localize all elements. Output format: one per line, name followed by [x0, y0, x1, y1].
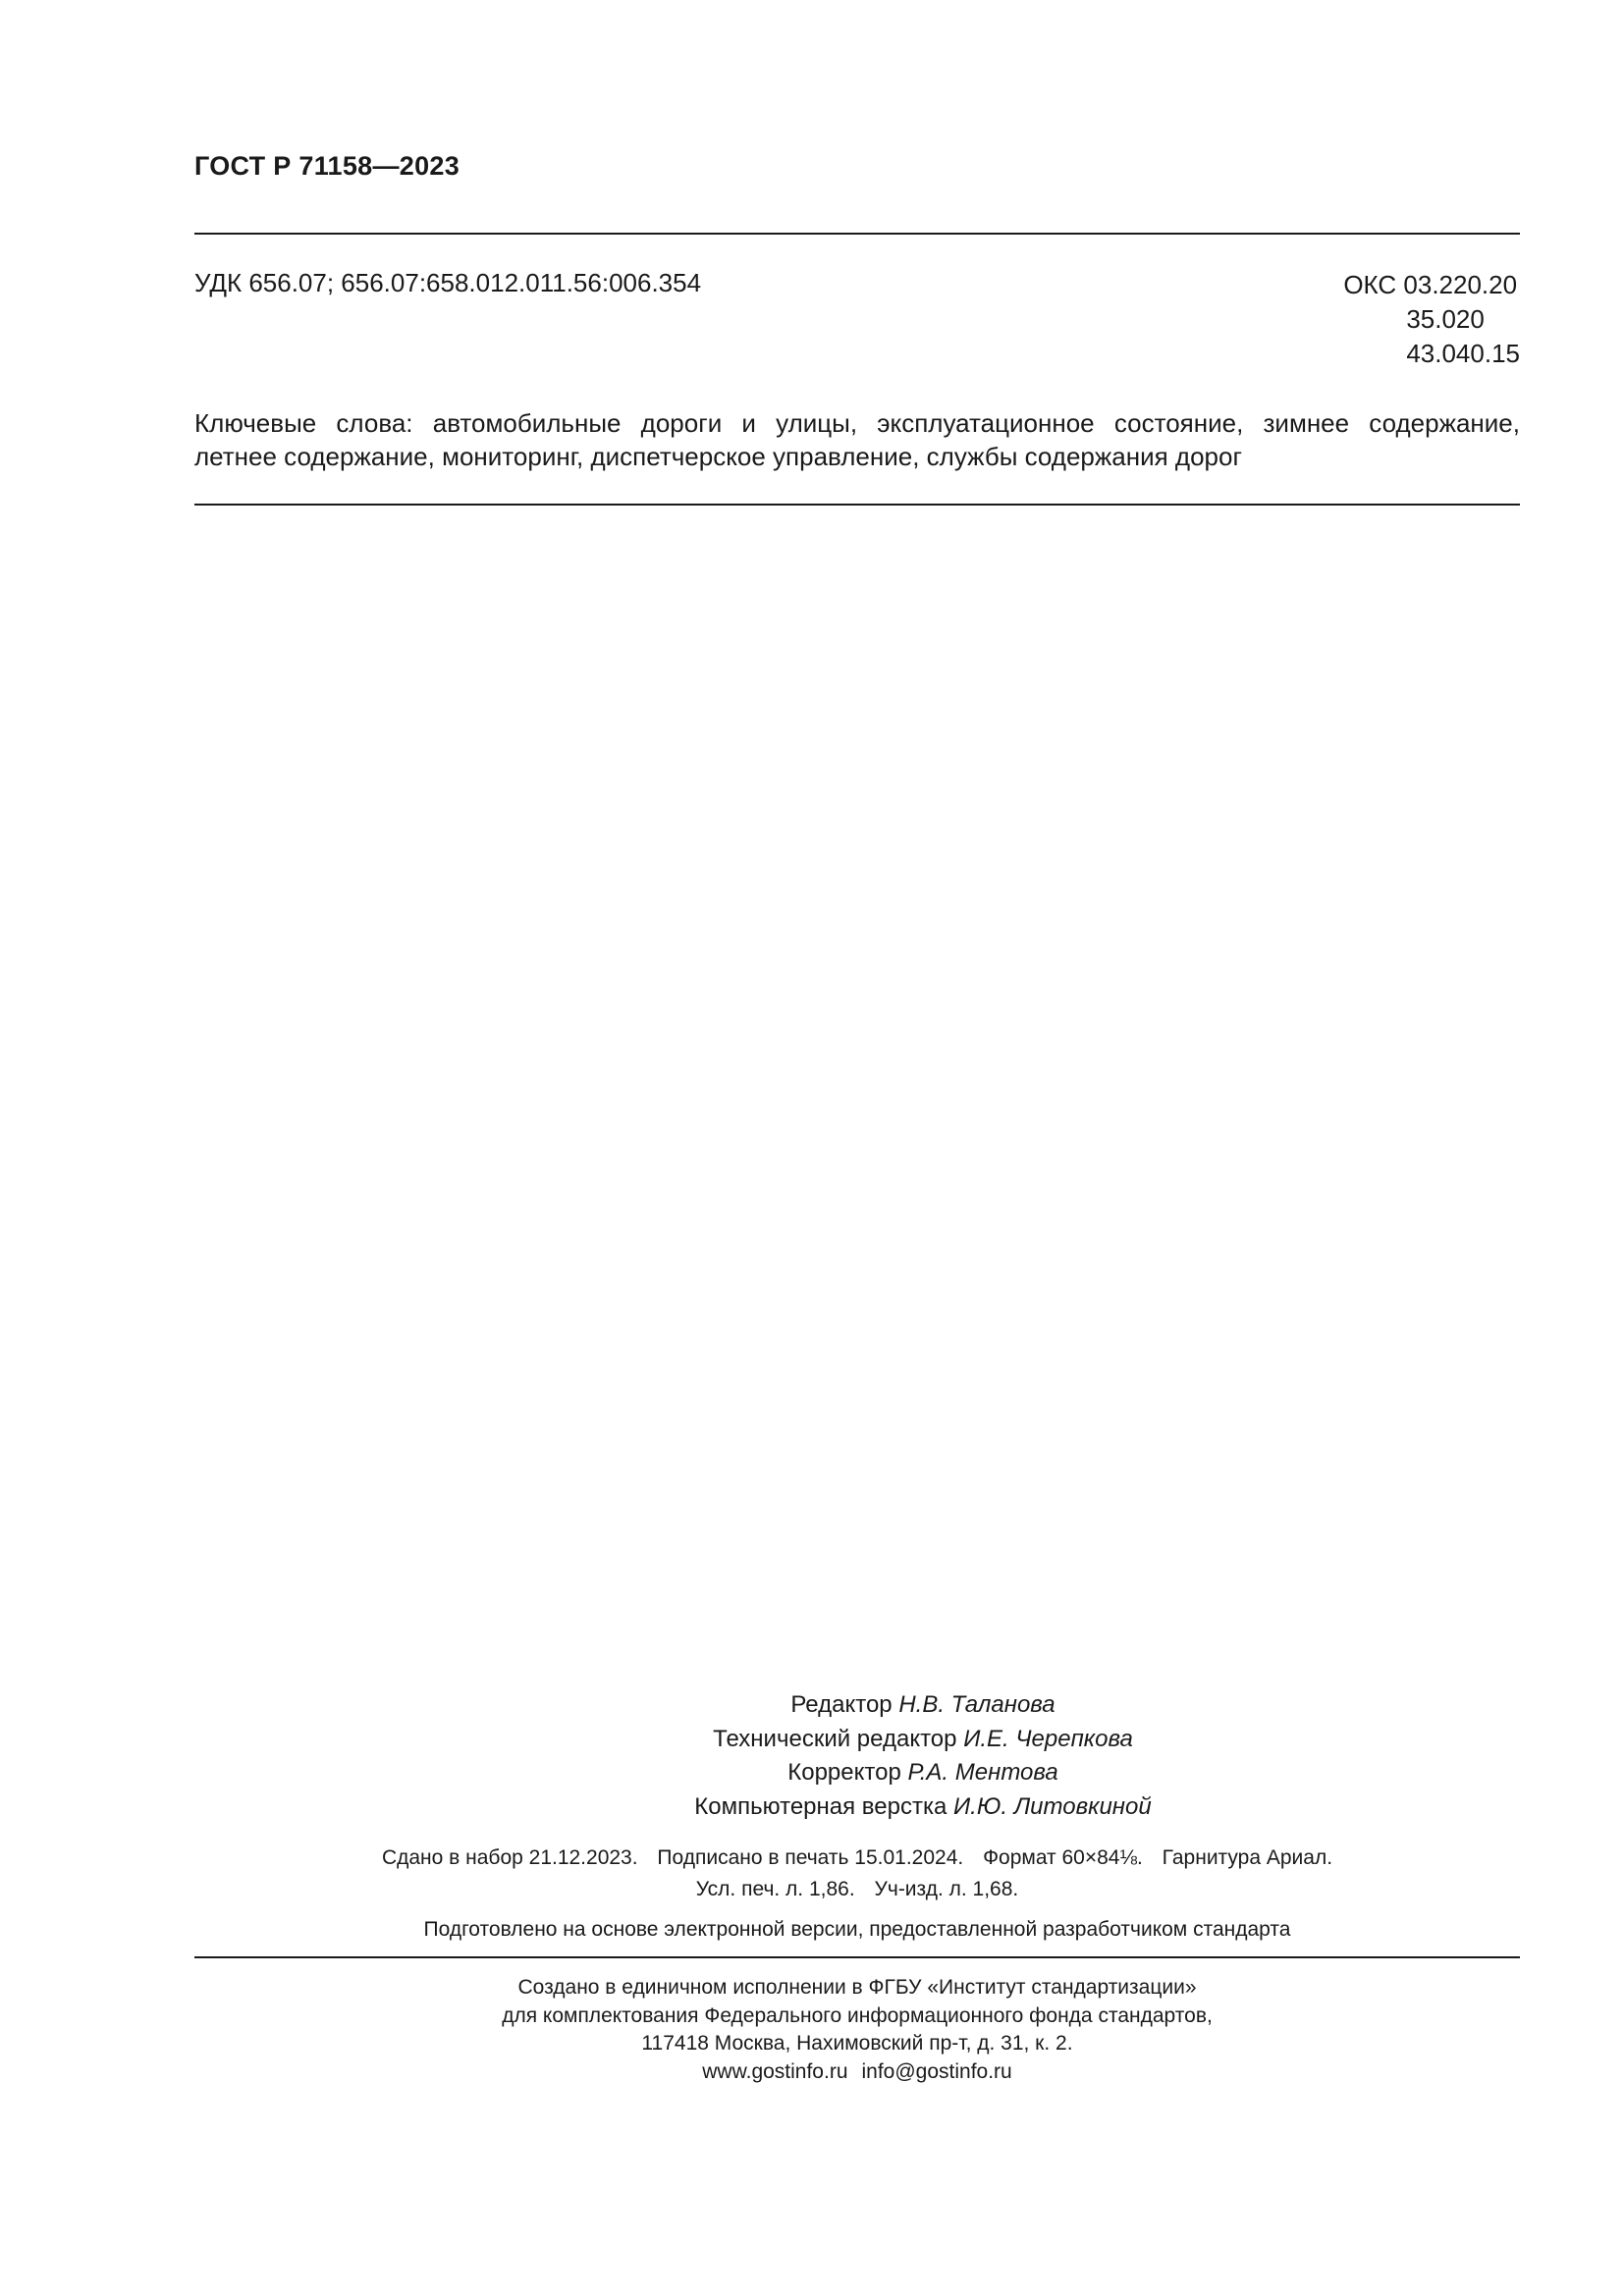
oks-code: 35.020 [1406, 304, 1485, 334]
print-info-line [194, 1874, 1520, 1905]
oks-codes [1343, 268, 1520, 371]
oks-code: 43.040.15 [1406, 339, 1520, 368]
credit-role: Корректор [787, 1759, 901, 1786]
publisher-line: для комплектования Федерального информационного фонда стандартов, [502, 2003, 1213, 2027]
publisher-contacts [194, 2058, 1520, 2087]
printed-sheets: Усл. печ. л. 1,86. [695, 1878, 855, 1900]
credit-role: Редактор [790, 1691, 893, 1718]
credit-person: И.Ю. Литовкиной [953, 1792, 1152, 1820]
credit-person: Р.А. Ментова [907, 1759, 1058, 1786]
credit-role: Технический редактор [713, 1725, 957, 1752]
bottom-divider [194, 1956, 1520, 1958]
paper-format: Формат 60×84⅛. [983, 1846, 1143, 1869]
keywords-divider [194, 504, 1520, 506]
keywords-line: Ключевые слова: автомобильные дороги и улицы, эксплуатационное состояние, зимнее содержание, [194, 408, 1520, 438]
credit-person: И.Е. Черепкова [963, 1725, 1133, 1752]
oks-code: ОКС 03.220.20 [1343, 270, 1518, 299]
print-info-line [194, 1842, 1520, 1874]
credits [491, 1688, 1355, 1824]
submitted-date: Сдано в набор 21.12.2023. [381, 1846, 638, 1869]
signed-date: Подписано в печать 15.01.2024. [657, 1846, 964, 1869]
credit-person: Н.В. Таланова [898, 1691, 1056, 1718]
credit-role: Компьютерная верстка [694, 1792, 947, 1820]
email-link[interactable]: info@gostinfo.ru [861, 2059, 1012, 2083]
udk-code: УДК 656.07; 656.07:658.012.011.56:006.354 [194, 268, 702, 297]
edition-sheets: Уч-изд. л. 1,68. [874, 1878, 1019, 1900]
credit-editor [491, 1688, 1355, 1723]
publisher-info [194, 1974, 1520, 2086]
typeface: Гарнитура Ариал. [1162, 1846, 1333, 1869]
publisher-address: 117418 Москва, Нахимовский пр-т, д. 31, к. 2. [641, 2032, 1073, 2055]
publisher-line: Создано в единичном исполнении в ФГБУ «Институт стандартизации» [517, 1976, 1197, 1999]
credit-layout [491, 1790, 1355, 1825]
website-link[interactable]: www.gostinfo.ru [702, 2059, 848, 2083]
prepared-note: Подготовлено на основе электронной версии, предоставленной разработчиком стандарта [423, 1918, 1291, 1941]
credit-proofreader [491, 1756, 1355, 1790]
credit-technical-editor [491, 1723, 1355, 1757]
keywords-line: летнее содержание, мониторинг, диспетчерское управление, службы содержания дорог [194, 442, 1242, 471]
print-info [194, 1842, 1520, 1905]
top-divider [194, 233, 1520, 235]
keywords [194, 406, 1520, 473]
document-code: ГОСТ Р 71158—2023 [194, 151, 460, 181]
